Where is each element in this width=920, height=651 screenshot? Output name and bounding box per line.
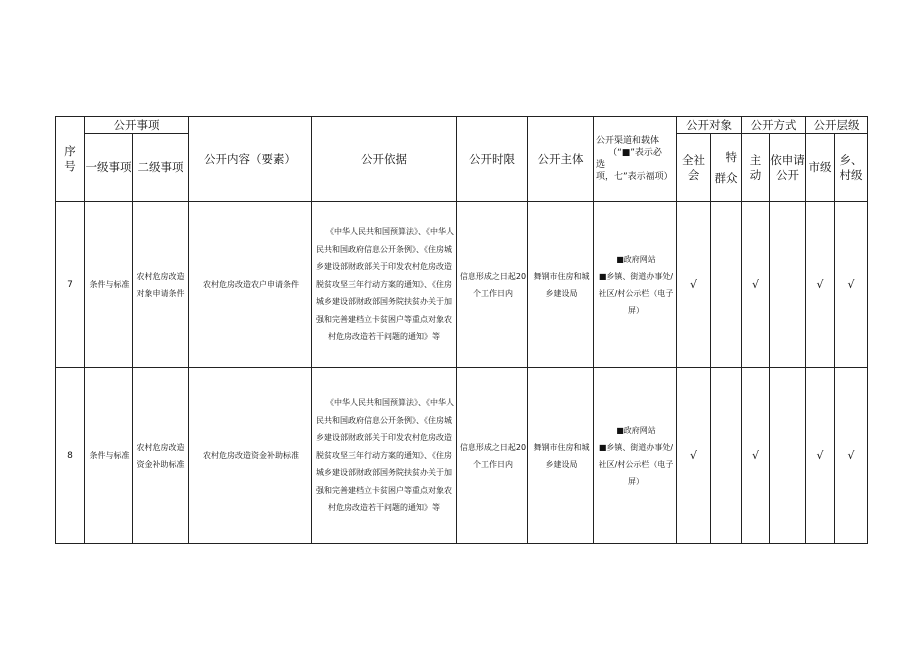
row-target-special [711, 368, 742, 544]
disclosure-table [55, 116, 868, 544]
row-channel-b: ■乡镇、街道办事处/社区/村公示栏（电子屏） [598, 442, 674, 486]
header-target-all: 全社会 [677, 134, 711, 202]
row-channel-a: ■政府网站 [616, 254, 656, 264]
row-channel-b: ■乡镇、街道办事处/社区/村公示栏（电子屏） [598, 271, 674, 315]
row-channel [594, 368, 677, 544]
row-level-city: √ [806, 202, 835, 368]
row-content: 农村危房改造农户申请条件 [189, 202, 312, 368]
header-channel-line4: 项，七”表示福项） [596, 172, 673, 182]
header-level-city: 市级 [806, 134, 835, 202]
header-target-special-2: 群众 [714, 170, 738, 185]
row-basis: 《中华人民共和国预算法》、《中华人民共和国政府信息公开条例》、《住房城乡建设部财政部关于印发农村危房改造脱贫攻坚三年行动方案的通知》、《住房城乡建设部财政部国务院扶贫办关于加强和完善建档立卡贫困户等重点对象农村危房改造若干问题的通知》等 [312, 202, 457, 368]
header-row-1 [56, 117, 868, 134]
table-row [56, 368, 868, 544]
header-method-request-2: 公开 [776, 167, 799, 182]
header-method-active-1: 主 [749, 152, 762, 167]
header-channel-line1: 公开渠道和载体 [596, 136, 660, 146]
header-basis: 公开依据 [312, 117, 457, 202]
row-target-all: √ [677, 368, 711, 544]
header-target-special-1: 特 [725, 149, 737, 164]
header-level-town [835, 134, 868, 202]
header-subject: 公开主体 [528, 117, 594, 202]
header-level2: 二级事项 [133, 134, 189, 202]
row-basis: 《中华人民共和国预算法》、《中华人民共和国政府信息公开条例》、《住房城乡建设部财政部关于印发农村危房改造脱贫攻坚三年行动方案的通知》、《住房城乡建设部财政部国务院扶贫办关于加强和完善建档立卡贫困户等重点对象农村危房改造若干问题的通知》等 [312, 368, 457, 544]
row-time: 信息形成之日起20个工作日内 [457, 368, 528, 544]
header-level: 公开层级 [806, 117, 868, 134]
header-level-town-2: 村级 [839, 167, 863, 182]
header-matter: 公开事项 [85, 117, 189, 134]
row-channel-a: ■政府网站 [616, 425, 656, 435]
header-target-special [711, 134, 742, 202]
row-subject: 舞钢市住房和城乡建设局 [528, 368, 594, 544]
header-method-active-2: 动 [749, 167, 762, 182]
row-method-active: √ [742, 202, 770, 368]
row-seq: 8 [56, 368, 85, 544]
row-time: 信息形成之日起20个工作日内 [457, 202, 528, 368]
header-seq: 序号 [56, 117, 85, 202]
row-method-request [770, 202, 806, 368]
row-level-city: √ [806, 368, 835, 544]
row-method-request [770, 368, 806, 544]
row-seq: 7 [56, 202, 85, 368]
header-channel-line2: （“■”表示必 [608, 148, 662, 158]
header-target: 公开对象 [677, 117, 742, 134]
row-level1: 条件与标准 [85, 202, 133, 368]
table-row [56, 202, 868, 368]
row-target-special [711, 202, 742, 368]
header-method-active [742, 134, 770, 202]
row-level2: 农村危房改造资金补助标准 [133, 368, 189, 544]
header-method: 公开方式 [742, 117, 806, 134]
header-time: 公开时限 [457, 117, 528, 202]
row-channel [594, 202, 677, 368]
row-subject: 舞钢市住房和城乡建设局 [528, 202, 594, 368]
row-level2: 农村危房改造对象申请条件 [133, 202, 189, 368]
header-method-request-1: 依申请 [770, 152, 805, 167]
row-level-town: √ [835, 202, 868, 368]
row-content: 农村危房改造资金补助标准 [189, 368, 312, 544]
row-method-active: √ [742, 368, 770, 544]
row-level-town: √ [835, 368, 868, 544]
header-level1: 一级事项 [85, 134, 133, 202]
header-channel [594, 117, 677, 202]
header-method-request [770, 134, 806, 202]
header-content: 公开内容（要素） [189, 117, 312, 202]
header-channel-line3: 选 [596, 160, 606, 170]
row-target-all: √ [677, 202, 711, 368]
header-level-town-1: 乡、 [839, 152, 863, 167]
row-level1: 条件与标准 [85, 368, 133, 544]
